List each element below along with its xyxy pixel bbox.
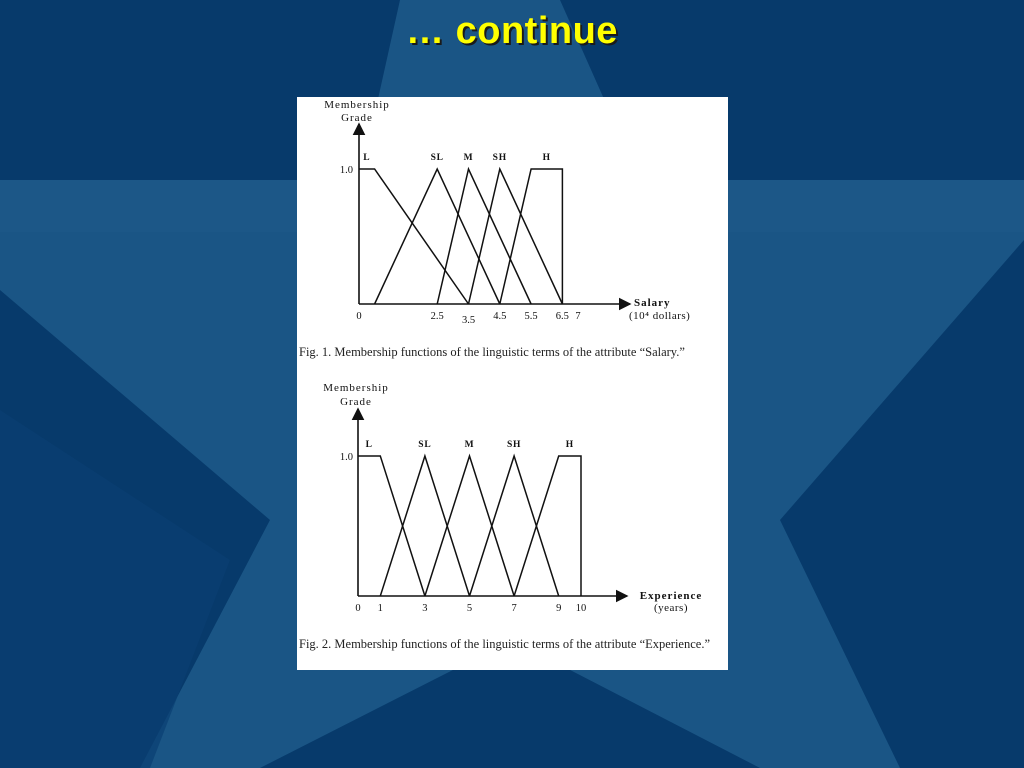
chart2-series-label-m: M xyxy=(464,440,475,450)
figure-1-caption: Fig. 1. Membership functions of the linguistic terms of the attribute “Salary.” xyxy=(299,345,685,359)
chart2-x-tick-label: 7 xyxy=(511,603,517,614)
chart2-series-sl xyxy=(380,456,469,596)
chart2-series-sh xyxy=(470,456,559,596)
chart2-x-tick-label: 9 xyxy=(556,603,562,614)
chart1-y-axis-label: Membership xyxy=(324,99,390,111)
chart1-series-label-l: L xyxy=(363,153,371,163)
chart2-x-tick-label: 0 xyxy=(355,603,361,614)
chart1-x-tick-label: 0 xyxy=(356,311,362,322)
chart1-series-label-sh: SH xyxy=(492,153,507,163)
chart1-x-tick-label: 5.5 xyxy=(524,311,538,322)
chart1-x-tick-label: 6.5 xyxy=(555,311,569,322)
chart2-series-h xyxy=(514,456,581,596)
chart1-series-sl xyxy=(375,169,500,304)
figure-2-caption: Fig. 2. Membership functions of the linguistic terms of the attribute “Experience.” xyxy=(299,637,711,651)
chart2-x-tick-label: 10 xyxy=(575,603,587,614)
chart2-series-label-l: L xyxy=(365,440,373,450)
chart1-x-tick-label: 3.5 xyxy=(461,315,476,326)
chart2-series-m xyxy=(425,456,514,596)
chart2-x-tick-label: 3 xyxy=(422,603,428,614)
membership-charts xyxy=(297,97,728,670)
chart1-x-axis-label: (10⁴ dollars) xyxy=(629,310,691,322)
chart2-series-label-sh: SH xyxy=(506,440,522,450)
chart1-x-tick-label: 2.5 xyxy=(430,311,444,322)
chart2-y-axis-label: Grade xyxy=(340,396,372,408)
chart2-x-axis-label: Experience xyxy=(639,590,703,602)
chart1-x-tick-label: 4.5 xyxy=(493,311,507,322)
chart2-x-tick-label: 5 xyxy=(466,603,473,614)
figure-panel xyxy=(297,97,728,670)
chart1-x-axis-label: Salary xyxy=(634,297,671,309)
chart2-y-axis-label: Membership xyxy=(323,382,389,394)
chart1-series-label-m: M xyxy=(463,153,474,163)
chart2-y-tick-label: 1.0 xyxy=(339,452,353,463)
chart1-series-label-h: H xyxy=(542,153,551,163)
chart1-y-axis-label: Grade xyxy=(341,112,373,124)
chart2-series-label-h: H xyxy=(565,440,574,450)
chart1-series-l xyxy=(359,169,469,304)
chart2-series-label-sl: SL xyxy=(418,440,432,450)
slide-title: … continue xyxy=(406,10,618,52)
chart1-y-tick-label: 1.0 xyxy=(339,165,353,176)
chart1-x-tick-label: 7 xyxy=(575,311,581,322)
chart2-x-axis-label: (years) xyxy=(653,602,689,614)
chart1-series-label-sl: SL xyxy=(430,153,444,163)
chart2-series-l xyxy=(358,456,425,596)
chart2-x-tick-label: 1 xyxy=(377,603,383,614)
